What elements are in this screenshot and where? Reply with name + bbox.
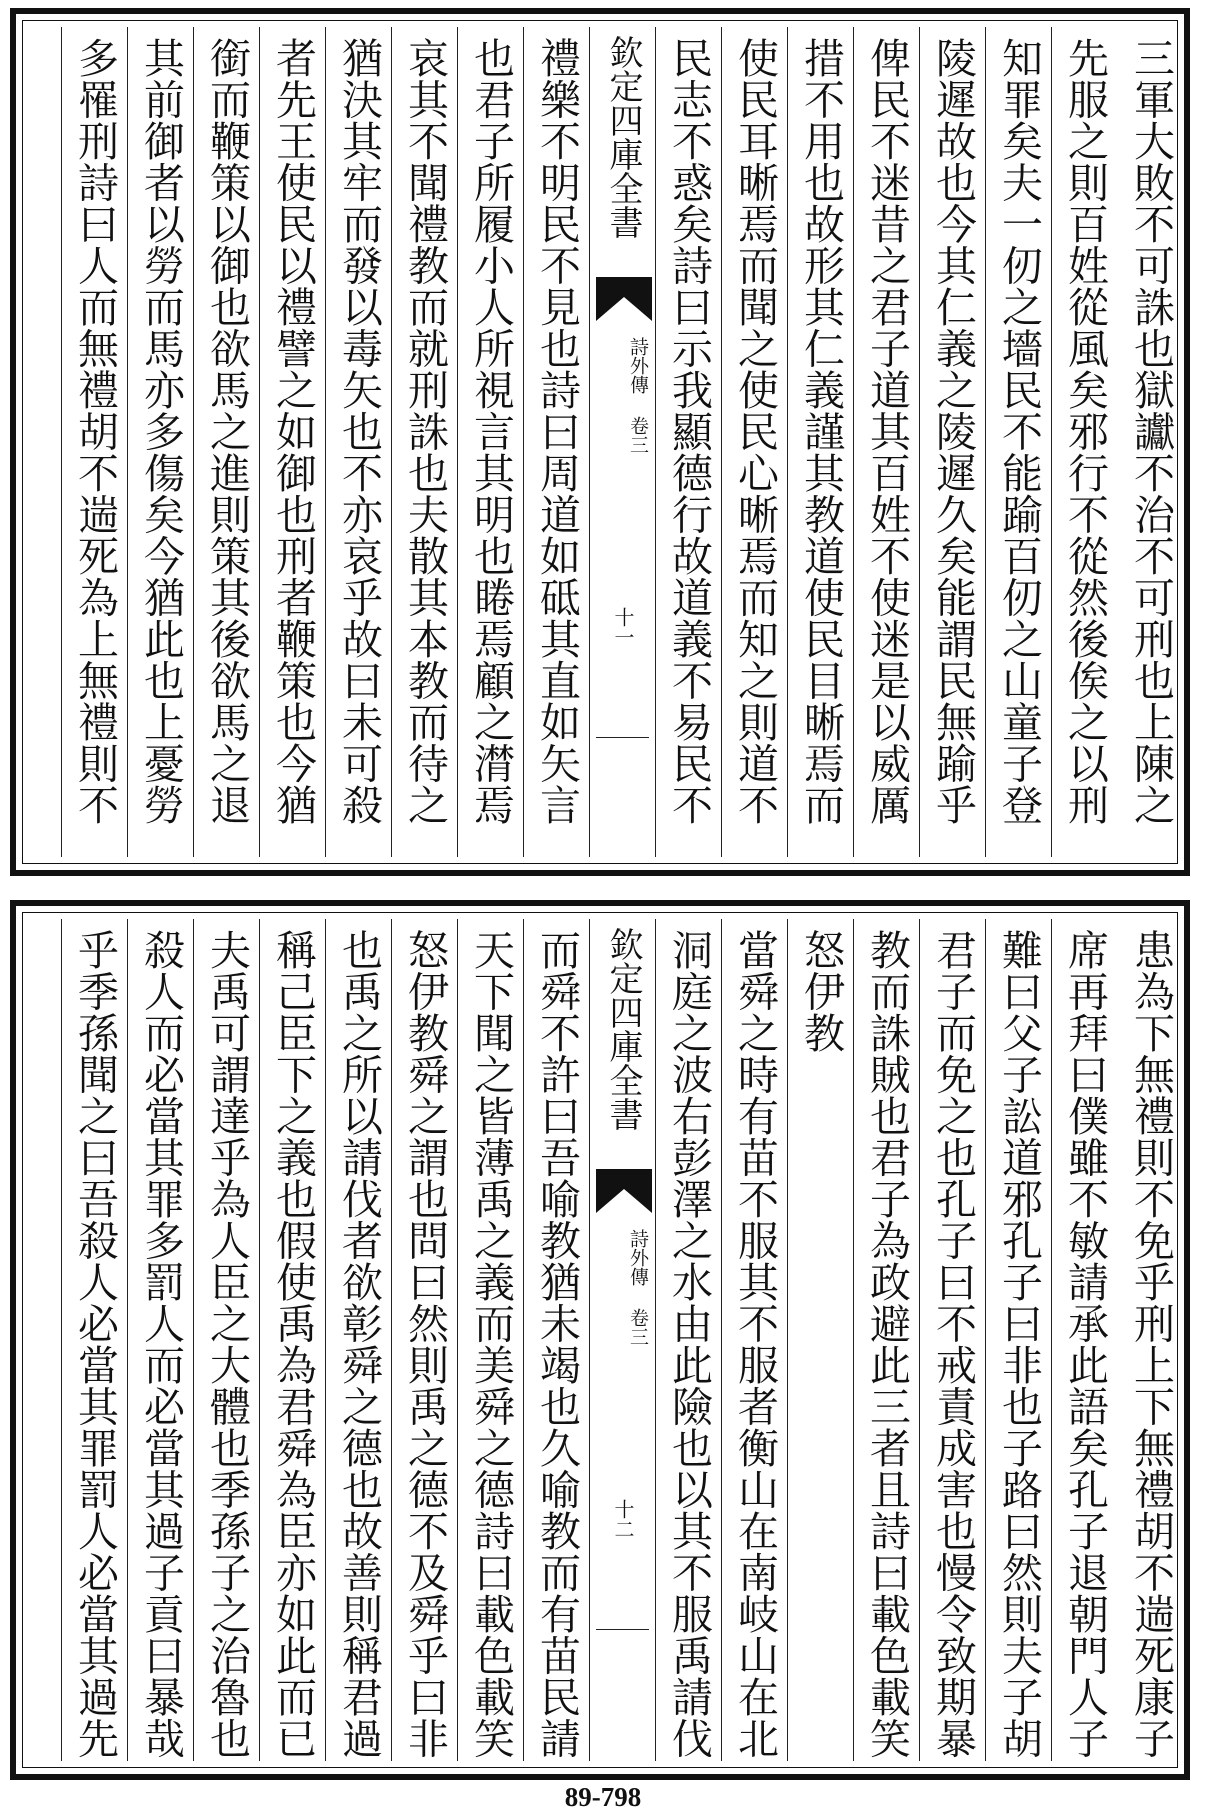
text-column: 多罹刑詩曰人而無禮胡不遄死為上無禮則不 xyxy=(61,27,127,857)
text-column: 俾民不迷昔之君子道其百姓不使迷是以威厲 xyxy=(853,27,919,857)
text-column: 君子而免之也孔子曰不戒責成害也慢令致期暴 xyxy=(919,919,985,1761)
center-fold-column xyxy=(589,919,655,1761)
text-column: 先服之則百姓從風矣邪行不從然後俟之以刑 xyxy=(1051,27,1117,857)
bottom-inner-frame xyxy=(22,912,1178,1768)
text-column: 患為下無禮則不免乎刑上下無禮胡不遄死康子 xyxy=(1127,929,1175,1759)
center-leaf-number: 十一 xyxy=(611,607,635,647)
text-column: 知罪矣夫一仞之墻民不能踰百仞之山童子登 xyxy=(985,27,1051,857)
top-inner-frame xyxy=(22,20,1178,864)
text-column: 也君子所履小人所視言其明也睠焉顧之潸焉 xyxy=(457,27,523,857)
chapter-book-name: 詩外傳 xyxy=(627,337,649,394)
text-column: 陵遲故也今其仁義之陵遲久矣能謂民無踰乎 xyxy=(919,27,985,857)
fishtail-ornament xyxy=(594,275,654,323)
text-column: 民志不惑矣詩曰示我顯德行故道義不易民不 xyxy=(655,27,721,857)
center-rule xyxy=(596,1629,649,1630)
text-column: 殺人而必當其罪多罰人而必當其過子貢曰暴哉 xyxy=(127,919,193,1761)
center-fold-column xyxy=(589,27,655,857)
text-column: 者先王使民以禮譬之如御也刑者鞭策也今猶 xyxy=(259,27,325,857)
text-column: 哀其不聞禮教而就刑誅也夫散其本教而待之 xyxy=(391,27,457,857)
center-book-title: 欽定四庫全書 xyxy=(603,927,643,1131)
text-column: 怒伊教舜之謂也問曰然則禹之德不及舜乎曰非 xyxy=(391,919,457,1761)
text-column: 當舜之時有苗不服其不服者衡山在南岐山在北 xyxy=(721,919,787,1761)
center-rule xyxy=(596,737,649,738)
text-column: 措不用也故形其仁義謹其教道使民目晰焉而 xyxy=(787,27,853,857)
text-column: 難曰父子訟道邪孔子曰非也子路曰然則夫子胡 xyxy=(985,919,1051,1761)
text-column: 銜而鞭策以御也欲馬之進則策其後欲馬之退 xyxy=(193,27,259,857)
text-column: 也禹之所以請伐者欲彰舜之德也故善則稱君過 xyxy=(325,919,391,1761)
text-column: 其前御者以勞而馬亦多傷矣今猶此也上憂勞 xyxy=(127,27,193,857)
text-column: 使民耳晰焉而聞之使民心晰焉而知之則道不 xyxy=(721,27,787,857)
text-column: 稱己臣下之義也假使禹為君舜為臣亦如此而已 xyxy=(259,919,325,1761)
text-column: 禮樂不明民不見也詩曰周道如砥其直如矢言 xyxy=(523,27,589,857)
chapter-volume: 卷三 xyxy=(627,416,649,454)
text-column: 席再拜曰僕雖不敏請承此語矣孔子退朝門人子 xyxy=(1051,919,1117,1761)
center-book-title: 欽定四庫全書 xyxy=(603,35,643,239)
bottom-page-block xyxy=(10,900,1190,1780)
chapter-book-name: 詩外傳 xyxy=(627,1229,649,1286)
text-column: 乎季孫聞之曰吾殺人必當其罪罰人必當其過先 xyxy=(61,919,127,1761)
page-number: 89-798 xyxy=(564,1782,642,1812)
text-column: 天下聞之皆薄禹之義而美舜之德詩曰載色載笑 xyxy=(457,919,523,1761)
text-column: 教而誅賊也君子為政避此三者且詩曰載色載笑 xyxy=(853,919,919,1761)
text-column: 三軍大敗不可誅也獄讞不治不可刑也上陳之 xyxy=(1127,37,1175,826)
text-column: 怒伊教 xyxy=(787,919,853,1761)
center-leaf-number: 十二 xyxy=(611,1499,635,1539)
center-chapter-label xyxy=(596,337,650,454)
text-column: 洞庭之波右彭澤之水由此險也以其不服禹請伐 xyxy=(655,919,721,1761)
chapter-volume: 卷三 xyxy=(627,1308,649,1346)
top-page-block xyxy=(10,8,1190,876)
text-column: 夫禹可謂達乎為人臣之大體也季孫子之治魯也 xyxy=(193,919,259,1761)
text-column: 猶決其牢而發以毒矢也不亦哀乎故曰未可殺 xyxy=(325,27,391,857)
fishtail-ornament xyxy=(594,1167,654,1215)
text-column: 而舜不許曰吾喻教猶未竭也久喻教而有苗民請 xyxy=(523,919,589,1761)
center-chapter-label xyxy=(596,1229,650,1346)
